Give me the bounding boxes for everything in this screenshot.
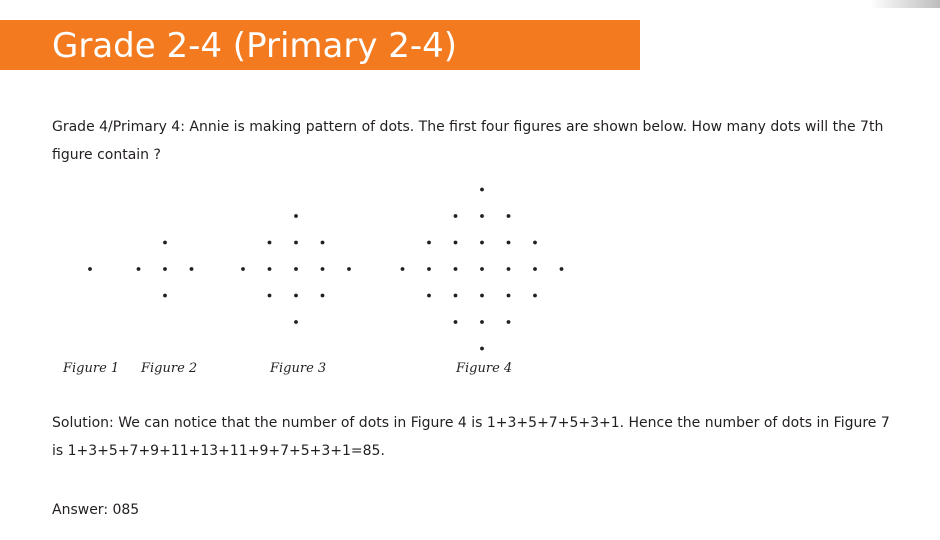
figure-4-dot (507, 267, 511, 271)
solution-text: Solution: We can notice that the number of dots in Figure 4 is 1+3+5+7+5+3+1. Hence the number of dots in Figure 7 is 1+3+5+7+9+11+13+11+9+7+5+3+1=85. (52, 415, 890, 459)
figure-4-dot (454, 267, 458, 271)
figure-4-dot (480, 214, 484, 218)
answer-text: Answer: 085 (52, 502, 140, 518)
figure-3-dot (241, 267, 245, 271)
figure-4-dot (533, 267, 537, 271)
figure-3-dot (294, 294, 298, 298)
figure-4-dot (507, 241, 511, 245)
figure-3-label: Figure 3 (270, 361, 327, 376)
figure-4-dot (427, 241, 431, 245)
figure-4-dot (454, 294, 458, 298)
figure-4-dot (480, 320, 484, 324)
figure-2-dot (163, 241, 167, 245)
figure-4-dot (507, 214, 511, 218)
figure-4-dot (454, 241, 458, 245)
figure-4-dot (480, 241, 484, 245)
figure-4-dot (454, 320, 458, 324)
figure-2-label: Figure 2 (141, 361, 198, 376)
figure-4-dot (507, 320, 511, 324)
figure-3-dot (321, 241, 325, 245)
figure-4-dot (454, 214, 458, 218)
figure-3-dot (268, 241, 272, 245)
figure-3-dot (294, 214, 298, 218)
figure-1-label: Figure 1 (63, 361, 120, 376)
figure-4-dot (560, 267, 564, 271)
figure-2-dot (190, 267, 194, 271)
figure-3-dot (294, 320, 298, 324)
figure-3-dot (294, 267, 298, 271)
figure-4-dot (427, 267, 431, 271)
figure-3-dot (321, 267, 325, 271)
figure-3-dot (294, 241, 298, 245)
figure-4-dot (427, 294, 431, 298)
figure-3-dot (268, 267, 272, 271)
figure-4-dot (480, 347, 484, 351)
figure-2-dot (163, 294, 167, 298)
figure-4-dot (480, 267, 484, 271)
figure-4-label: Figure 4 (456, 361, 513, 376)
figure-2-dot (163, 267, 167, 271)
figure-4-dot (401, 267, 405, 271)
figure-1-dot (88, 267, 92, 271)
figure-4-dot (480, 188, 484, 192)
figure-4-dot (507, 294, 511, 298)
figure-3-dot (268, 294, 272, 298)
figure-4-dot (533, 294, 537, 298)
figure-2-dot (137, 267, 141, 271)
question-text: Grade 4/Primary 4: Annie is making pattern of dots. The first four figures are shown below. How many dots will the 7th figure contain ? (52, 119, 884, 163)
page-title: Grade 2-4 (Primary 2-4) (52, 26, 458, 66)
figure-3-dot (347, 267, 351, 271)
figure-4-dot (533, 241, 537, 245)
figure-4-dot (480, 294, 484, 298)
figure-3-dot (321, 294, 325, 298)
